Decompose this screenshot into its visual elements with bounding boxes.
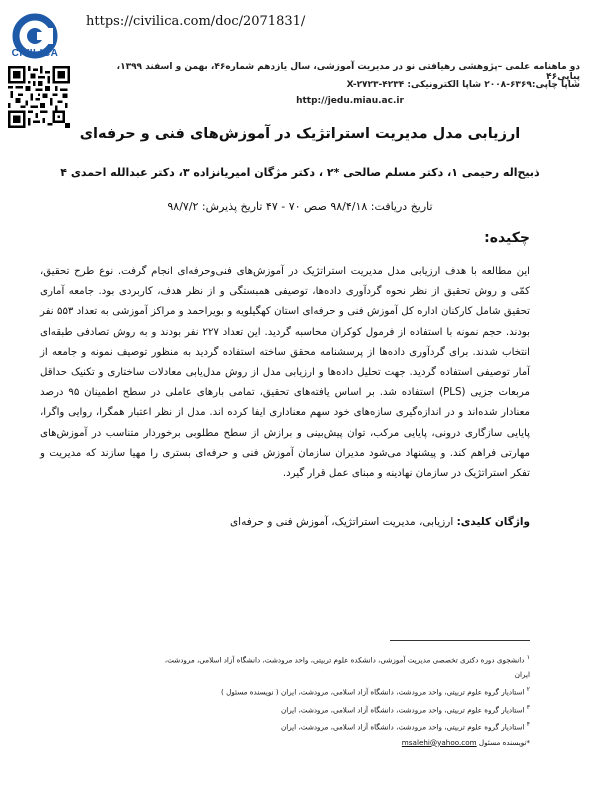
corresponding-label: *نویسنده مسئول	[478, 737, 530, 747]
keywords-line	[230, 516, 530, 528]
footnote-4: $^۴$ استادیار گروه علوم تربیتی، واحد مرودشت، دانشگاه آزاد اسلامی، مرودشت، ایران	[280, 721, 530, 732]
abstract-text: این مطالعه با هدف ارزیابی مدل مدیریت استراتژیک در آموزش‌های فنی‌وحرفه‌ای انجام گرفت. نوع طرح تحقیق، کمّی و روش تحقیق از نظر نحوه گردآوری داده‌ها، توصیفی همبستگی و از نظر هدف، کاربردی بود. جامعه آماری تحقیق شامل کارکنان اداره کل آموزش فنی و حرفه‌ای استان کهگیلویه و بویراحمد و مراکز آموزشی به تعداد ۵۵۳ نفر بودند. حجم نمونه با استفاده از فرمول کوکران محاسبه گردید. این تعداد ۲۲۷ نفر بودند و به روش تصادفی طبقه‌ای انتخاب شدند. برای گردآوری داده‌ها از پرسشنامه محقق ساخته استفاده گردید به منظور توصیف نمونه و جامعه از آمار توصیفی استفاده گردید. جهت تحلیل داده‌ها و ارزیابی مدل از روش مدل‌یابی معادلات ساختاری و تکنیک حداقل مربعات جزیی (PLS) استفاده شد. بر اساس یافته‌های تحقیق، تمامی بارهای عاملی در سطح اطمینان ۹۵ درصد معنادار شده‌اند و در اندازه‌گیری سازه‌های خود سهم معناداری ایفا کرده اند. مدل از نظر اعتبار همگرا، روایی واگرا، پایایی سازگاری درونی، پایایی مرکب، توان پیش‌بینی و برازش از سطح مطلوبی برخوردار متناسب در آموزش‌های مهارتی فراهم کند. و پیشنهاد می‌شود مدیران سازمان آموزش فنی و حرفه‌ای بستری را مهیا سازند که مدیریت و تفکر استراتژیک در سازمان نهادینه و مبنای عمل قرار گیرد.	[40, 266, 530, 480]
journal-website-link[interactable]: http://jedu.miau.ac.ir	[296, 96, 404, 106]
footnote-2: $^۲$ استادیار گروه علوم تربیتی، واحد مرودشت، دانشگاه آزاد اسلامی، مرودشت، ایران ( نویسنده مسئول )	[221, 686, 530, 697]
footnote-1: $^۱$ دانشجوی دوره دکتری تخصصی مدیریت آموزشی، دانشکده علوم تربیتی، واحد مرودشت، دانشگاه آزاد اسلامی، مرودشت، ایران	[164, 654, 530, 680]
journal-issn-line: شاپا چاپی:۶۳۶۹-۲۰۰۸ شاپا الکترونیکی: X-۲۷۲۳-۴۲۳۴	[346, 80, 580, 90]
footnotes	[150, 650, 530, 750]
abstract-heading: چکیده:	[484, 230, 530, 246]
paper-title: ارزیابی مدل مدیریت استراتژیک در آموزش‌های فنی و حرفه‌ای	[79, 126, 521, 142]
corresponding-author	[150, 735, 530, 750]
corresponding-email-link[interactable]: msalehi@yahoo.com	[401, 737, 477, 747]
paper-dates: تاریخ دریافت: ۹۸/۴/۱۸ صص ۷۰ - ۴۷ تاریخ پذیرش: ۹۸/۷/۲	[167, 200, 433, 213]
document-url[interactable]: https://civilica.com/doc/2071831/	[86, 14, 306, 29]
logo-text: CIVILICA	[11, 48, 59, 59]
paper-authors: ذبیح‌اله رحیمی ۱، دکتر مسلم صالحی *۲ ، دکتر مژگان امیریانزاده ۳، دکتر عبدالله احمدی ۴	[60, 166, 540, 179]
keywords-label: واژگان کلیدی:	[456, 516, 530, 528]
journal-info-line: دو ماهنامه علمی –پژوهشی رهیافتی نو در مدیریت آموزشی، سال یازدهم شماره۴۶، بهمن و اسفند ۱۳۹۹، پیاپی۴۶	[116, 62, 580, 82]
keywords-text: ارزیابی، مدیریت استراتژیک، آموزش فنی و حرفه‌ای	[229, 516, 454, 528]
footnote-divider	[390, 640, 530, 641]
footnote-3: $^۳$ استادیار گروه علوم تربیتی، واحد مرودشت، دانشگاه آزاد اسلامی، مرودشت، ایران	[280, 703, 530, 715]
qr-code-icon	[8, 66, 70, 128]
